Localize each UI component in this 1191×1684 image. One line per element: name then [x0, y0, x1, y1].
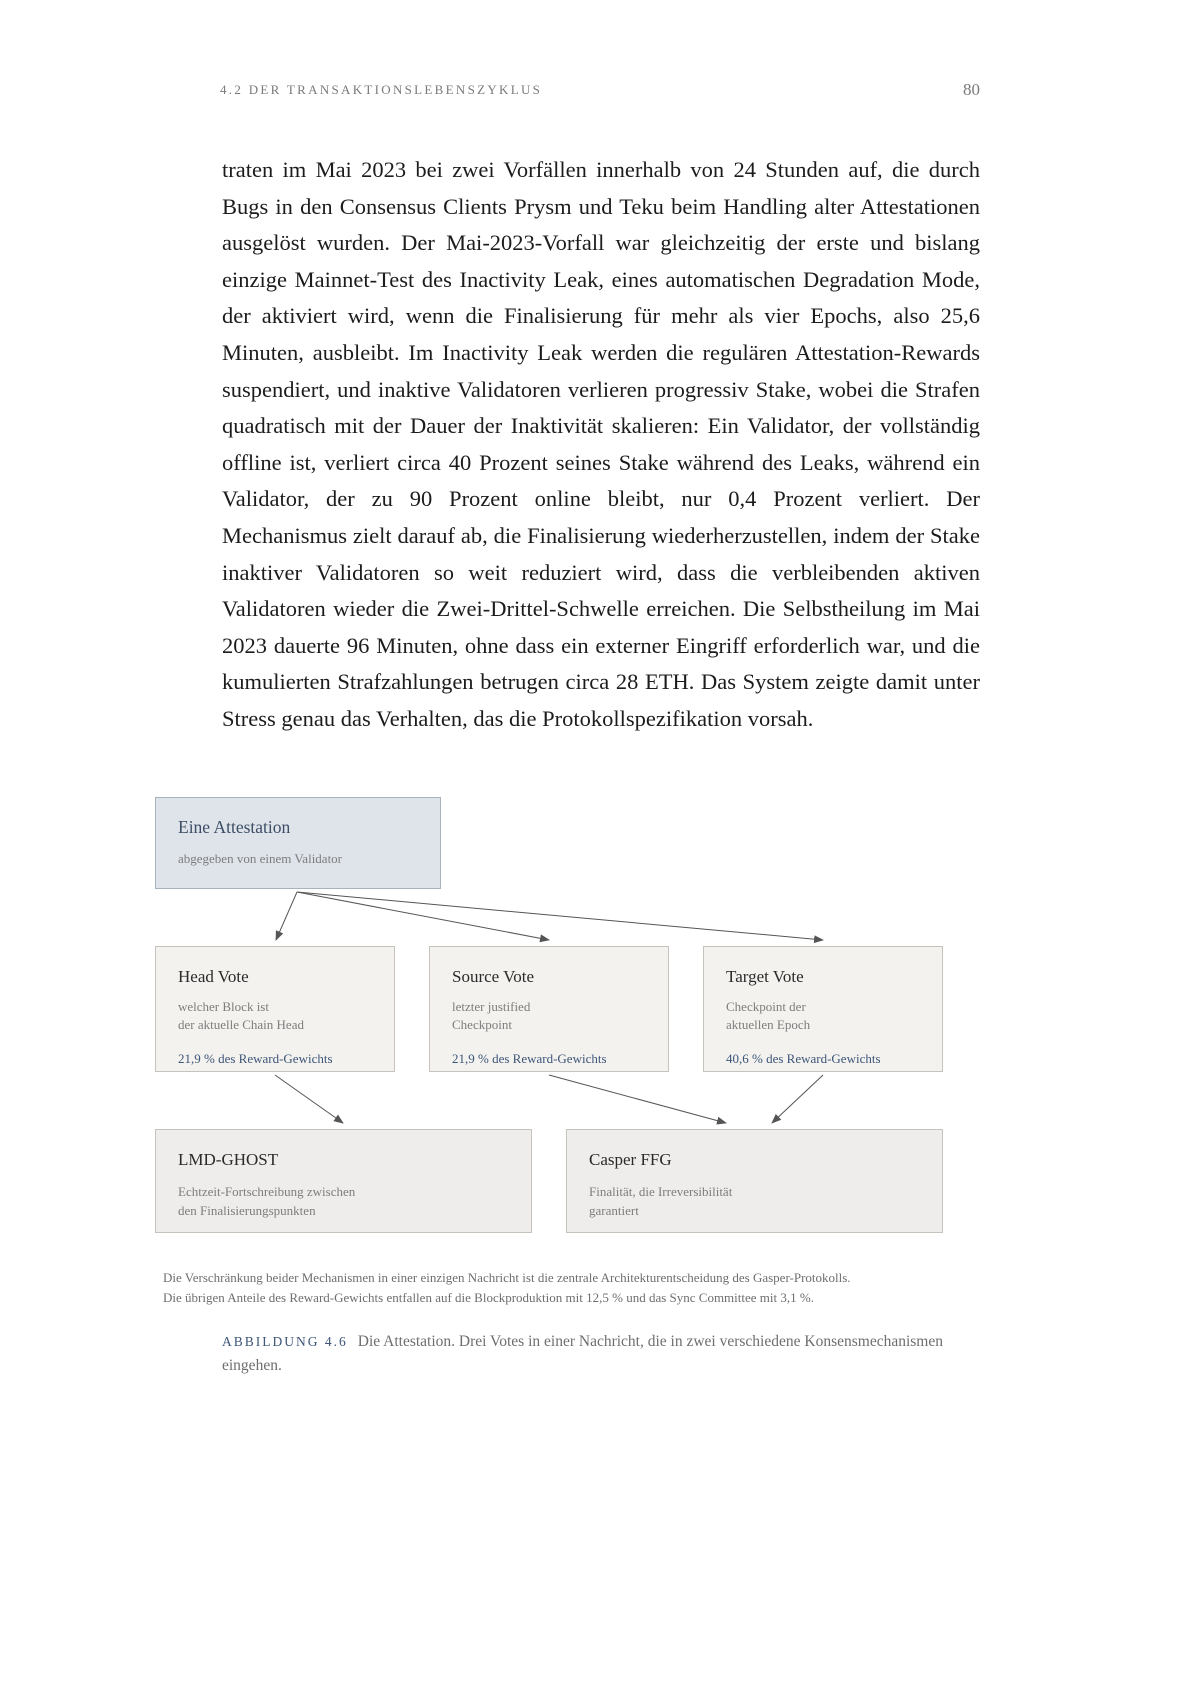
lmd-ghost-title: LMD-GHOST — [178, 1150, 279, 1169]
figure-caption — [222, 1330, 980, 1378]
attestation-desc: abgegeben von einem Validator — [178, 851, 343, 866]
head-vote-desc — [178, 998, 304, 1034]
arrow-attestation-to-target — [297, 892, 823, 940]
head-vote-desc-line: welcher Block ist — [178, 999, 269, 1014]
attestation-title: Eine Attestation — [178, 817, 291, 837]
attestation-box — [155, 797, 441, 889]
target-vote-title: Target Vote — [726, 967, 804, 986]
lmd-ghost-desc-line: den Finalisierungspunkten — [178, 1203, 316, 1218]
source-vote-box — [429, 946, 669, 1072]
casper-ffg-desc — [589, 1182, 732, 1220]
casper-ffg-box — [566, 1129, 943, 1233]
arrow-head-to-lmd — [275, 1075, 343, 1123]
head-vote-box — [155, 946, 395, 1072]
arrow-target-to-casper — [772, 1075, 823, 1123]
target-vote-box — [703, 946, 943, 1072]
target-vote-weight: 40,6 % des Reward-Gewichts — [726, 1051, 881, 1066]
head-vote-title: Head Vote — [178, 967, 249, 986]
figure-note-line: Die übrigen Anteile des Reward-Gewichts entfallen auf die Blockproduktion mit 12,5 % und das Sync Committee mit 3,1 %. — [163, 1290, 814, 1305]
source-vote-title: Source Vote — [452, 967, 535, 986]
arrow-source-to-casper — [549, 1075, 726, 1123]
head-vote-weight: 21,9 % des Reward-Gewichts — [178, 1051, 333, 1066]
casper-ffg-title: Casper FFG — [589, 1150, 672, 1169]
arrow-attestation-to-head — [276, 892, 297, 940]
source-vote-weight: 21,9 % des Reward-Gewichts — [452, 1051, 607, 1066]
lmd-ghost-box — [155, 1129, 532, 1233]
lmd-ghost-desc-line: Echtzeit-Fortschreibung zwischen — [178, 1184, 356, 1199]
source-vote-desc-line: Checkpoint — [452, 1017, 512, 1032]
head-vote-desc-line: der aktuelle Chain Head — [178, 1017, 304, 1032]
casper-ffg-desc-line: garantiert — [589, 1203, 639, 1218]
running-head: 4.2 DER TRANSAKTIONSLEBENSZYKLUS — [220, 82, 543, 97]
figure-note — [163, 1268, 1023, 1308]
arrow-attestation-to-source — [297, 892, 549, 940]
source-vote-desc-line: letzter justified — [452, 999, 531, 1014]
page-number: 80 — [963, 80, 980, 99]
target-vote-desc-line: aktuellen Epoch — [726, 1017, 811, 1032]
casper-ffg-desc-line: Finalität, die Irreversibilität — [589, 1184, 733, 1199]
figure-label: ABBILDUNG 4.6 — [222, 1334, 348, 1349]
body-paragraph: traten im Mai 2023 bei zwei Vorfällen innerhalb von 24 Stunden auf, die durch Bugs in den Consensus Clients Prysm und Teku beim Handling alter Attestationen ausgelöst wurden. Der Mai-2023-Vorfall war gleichzeitig der erste und bislang einzige Mainnet-Test des Inactivity Leak, eines automatischen Degradation Mode, der aktiviert wird, wenn die Finalisierung für mehr als vier Epochs, also 25,6 Minuten, ausbleibt. Im Inactivity Leak werden die regulären Attestation-Rewards suspendiert, und inaktive Validatoren verlieren progressiv Stake, wobei die Strafen quadratisch mit der Dauer der Inaktivität skalieren: Ein Validator, der vollständig offline ist, verliert circa 40 Prozent seines Stake während des Leaks, während ein Validator, der zu 90 Prozent online bleibt, nur 0,4 Prozent verliert. Der Mechanismus zielt darauf ab, die Finalisierung wiederherzustellen, indem der Stake inaktiver Validatoren so weit reduziert wird, dass die verbleibenden aktiven Validatoren wieder die Zwei-Drittel-Schwelle erreichen. Die Selbstheilung im Mai 2023 dauerte 96 Minuten, ohne dass ein externer Eingriff erforderlich war, und die kumulierten Strafzahlungen betrugen circa 28 ETH. Das System zeigte damit unter Stress genau das Verhalten, das die Protokollspezifikation vorsah. — [222, 157, 980, 731]
lmd-ghost-desc — [178, 1182, 355, 1220]
source-vote-desc — [452, 998, 530, 1034]
figure-note-line: Die Verschränkung beider Mechanismen in einer einzigen Nachricht ist die zentrale Architekturentscheidung des Gasper-Protokolls. — [163, 1270, 851, 1285]
figure-caption-text: Die Attestation. Drei Votes in einer Nachricht, die in zwei verschiedene Konsensmechanismen eingehen. — [222, 1333, 943, 1374]
target-vote-desc-line: Checkpoint der — [726, 999, 806, 1014]
target-vote-desc — [726, 998, 810, 1034]
